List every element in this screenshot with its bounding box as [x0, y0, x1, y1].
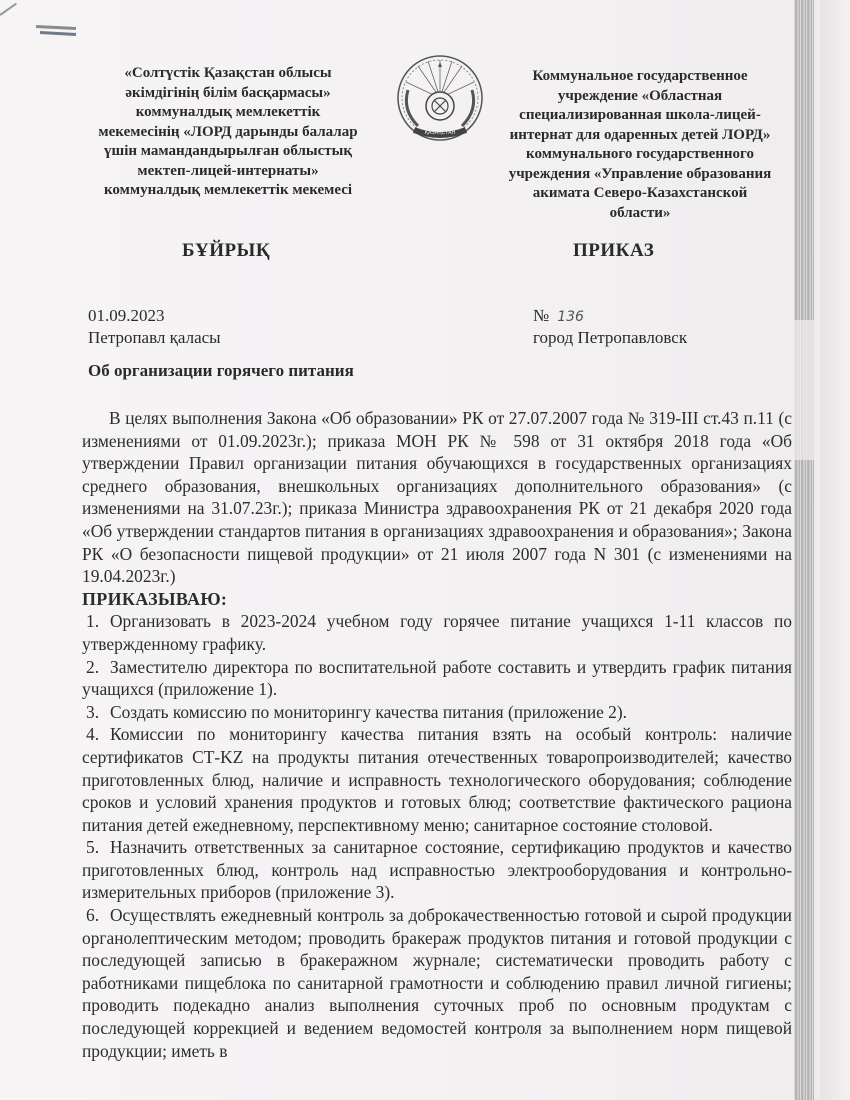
order-directive: ПРИКАЗЫВАЮ:	[82, 588, 228, 609]
header-ru-line: области»	[609, 204, 671, 221]
item-text: Осуществлять ежедневный контроль за доброкачественностью готовой и сырой продукции органолептическим методом; проводить бракераж продуктов питания и готовой продукции с последующей записью в бракеражном журнале; систематически проводить работу с работниками пищеблока по санитарной грамотности и соблюдению правил личной гигиены; проводить подекадно анализ выполнения суточных проб по основным продуктам с последующей коррекцией и ведением ведомостей контроля за выполнением норм пищевой продукции; иметь в	[82, 905, 792, 1061]
header-kz-line: мекемесінің «ЛОРД дарынды балалар	[98, 123, 358, 140]
emblem-caption: ҚАЗАҚСТАН	[424, 130, 456, 136]
order-item	[82, 656, 792, 701]
header-organization-ru	[490, 67, 790, 223]
kazakhstan-state-emblem-icon	[388, 40, 492, 144]
order-item	[82, 836, 792, 904]
header-ru-line: акимата Северо-Казахстанской	[532, 185, 748, 201]
order-item	[82, 723, 792, 836]
header-kz-line: мектеп-лицей-интернаты»	[137, 162, 319, 179]
header-kz-line: коммуналдық мемлекеттік	[135, 104, 321, 120]
header-kz-line: «Солтүстік Қазақстан облысы	[124, 65, 332, 81]
header-kz-line: әкімдігінің білім басқармасы»	[125, 84, 331, 101]
order-date: 01.09.2023	[88, 306, 165, 325]
item-number: 3.	[86, 701, 100, 722]
header-ru-line: учреждение «Областная	[557, 87, 723, 104]
order-number-handwritten: 136	[557, 309, 584, 325]
item-text: Создать комиссию по мониторингу качества питания (приложение 2).	[110, 701, 628, 722]
header-kz-line: үшін мамандандырылған облыстық	[104, 143, 352, 159]
item-number: 5.	[86, 837, 100, 858]
header-ru-line: интернат для одаренных детей ЛОРД»	[509, 126, 771, 143]
item-text: Комиссии по мониторингу качества питания взять на особый контроль: наличие сертификатов СТ-KZ на продукты питания отечественных товаропроизводителей; качество приготовленных блюд, наличие и исправность технологического оборудования; соблюдение сроков и условий хранения продуктов и готовых блюд; соответствие фактического рациона питания детей ежедневному, перспективному меню; санитарное состояние столовой.	[82, 724, 792, 835]
item-number: 2.	[86, 656, 100, 677]
order-number	[533, 305, 584, 328]
order-item	[82, 904, 792, 1062]
order-body	[82, 407, 792, 1062]
scan-page-edge	[820, 0, 850, 1100]
city-kz: Петропавл қаласы	[88, 328, 221, 347]
order-number-label: №	[533, 306, 550, 325]
header-kz-line: коммуналдық мемлекеттік мекемесі	[103, 182, 353, 198]
header-ru-line: специализированная школа-лицей-	[519, 107, 761, 123]
city-ru: город Петропавловск	[533, 328, 688, 347]
item-number: 1.	[86, 611, 100, 632]
document-title-ru: ПРИКАЗ	[573, 240, 655, 261]
order-item	[82, 701, 792, 724]
order-item	[82, 610, 792, 655]
document-title-kz: БҰЙРЫҚ	[182, 240, 271, 261]
item-text: Организовать в 2023-2024 учебном году горячее питание учащихся 1-11 классов по утвержденному графику.	[82, 611, 792, 654]
item-number: 6.	[86, 905, 100, 926]
header-ru-line: коммунального государственного	[526, 146, 754, 162]
order-subject: Об организации горячего питания	[88, 361, 354, 380]
header-ru-line: Коммунальное государственное	[532, 68, 748, 84]
preamble: В целях выполнения Закона «Об образовании» РК от 27.07.2007 года № 319-III ст.43 п.11 (с изменениями от 01.09.2023г.); приказа МОН РК № 598 от 31 октября 2018 года «Об утверждении Правил организации питания обучающихся в государственных организациях среднего образования, внешкольных организациях дополнительного образования» (с изменениями на 31.07.23г.); приказа Министра здравоохранения РК от 21 декабря 2020 года «Об утверждении стандартов питания в организациях здравоохранения и образования»; Закона РК «О безопасности пищевой продукции» от 21 июля 2007 года N 301 (с изменениями на 19.04.2023г.)	[82, 408, 792, 587]
scan-edge-shadow	[794, 0, 814, 1100]
item-text: Назначить ответственных за санитарное состояние, сертификацию продуктов и качество приготовленных блюд, контроль над исправностью электрооборудования и контрольно-измерительных приборов (приложение 3).	[82, 837, 792, 903]
header-ru-line: учреждения «Управление образования	[508, 165, 772, 182]
item-text: Заместителю директора по воспитательной работе составить и утвердить график питания учащихся (приложение 1).	[82, 656, 792, 700]
item-number: 4.	[86, 724, 100, 745]
header-organization-kz	[78, 64, 378, 201]
